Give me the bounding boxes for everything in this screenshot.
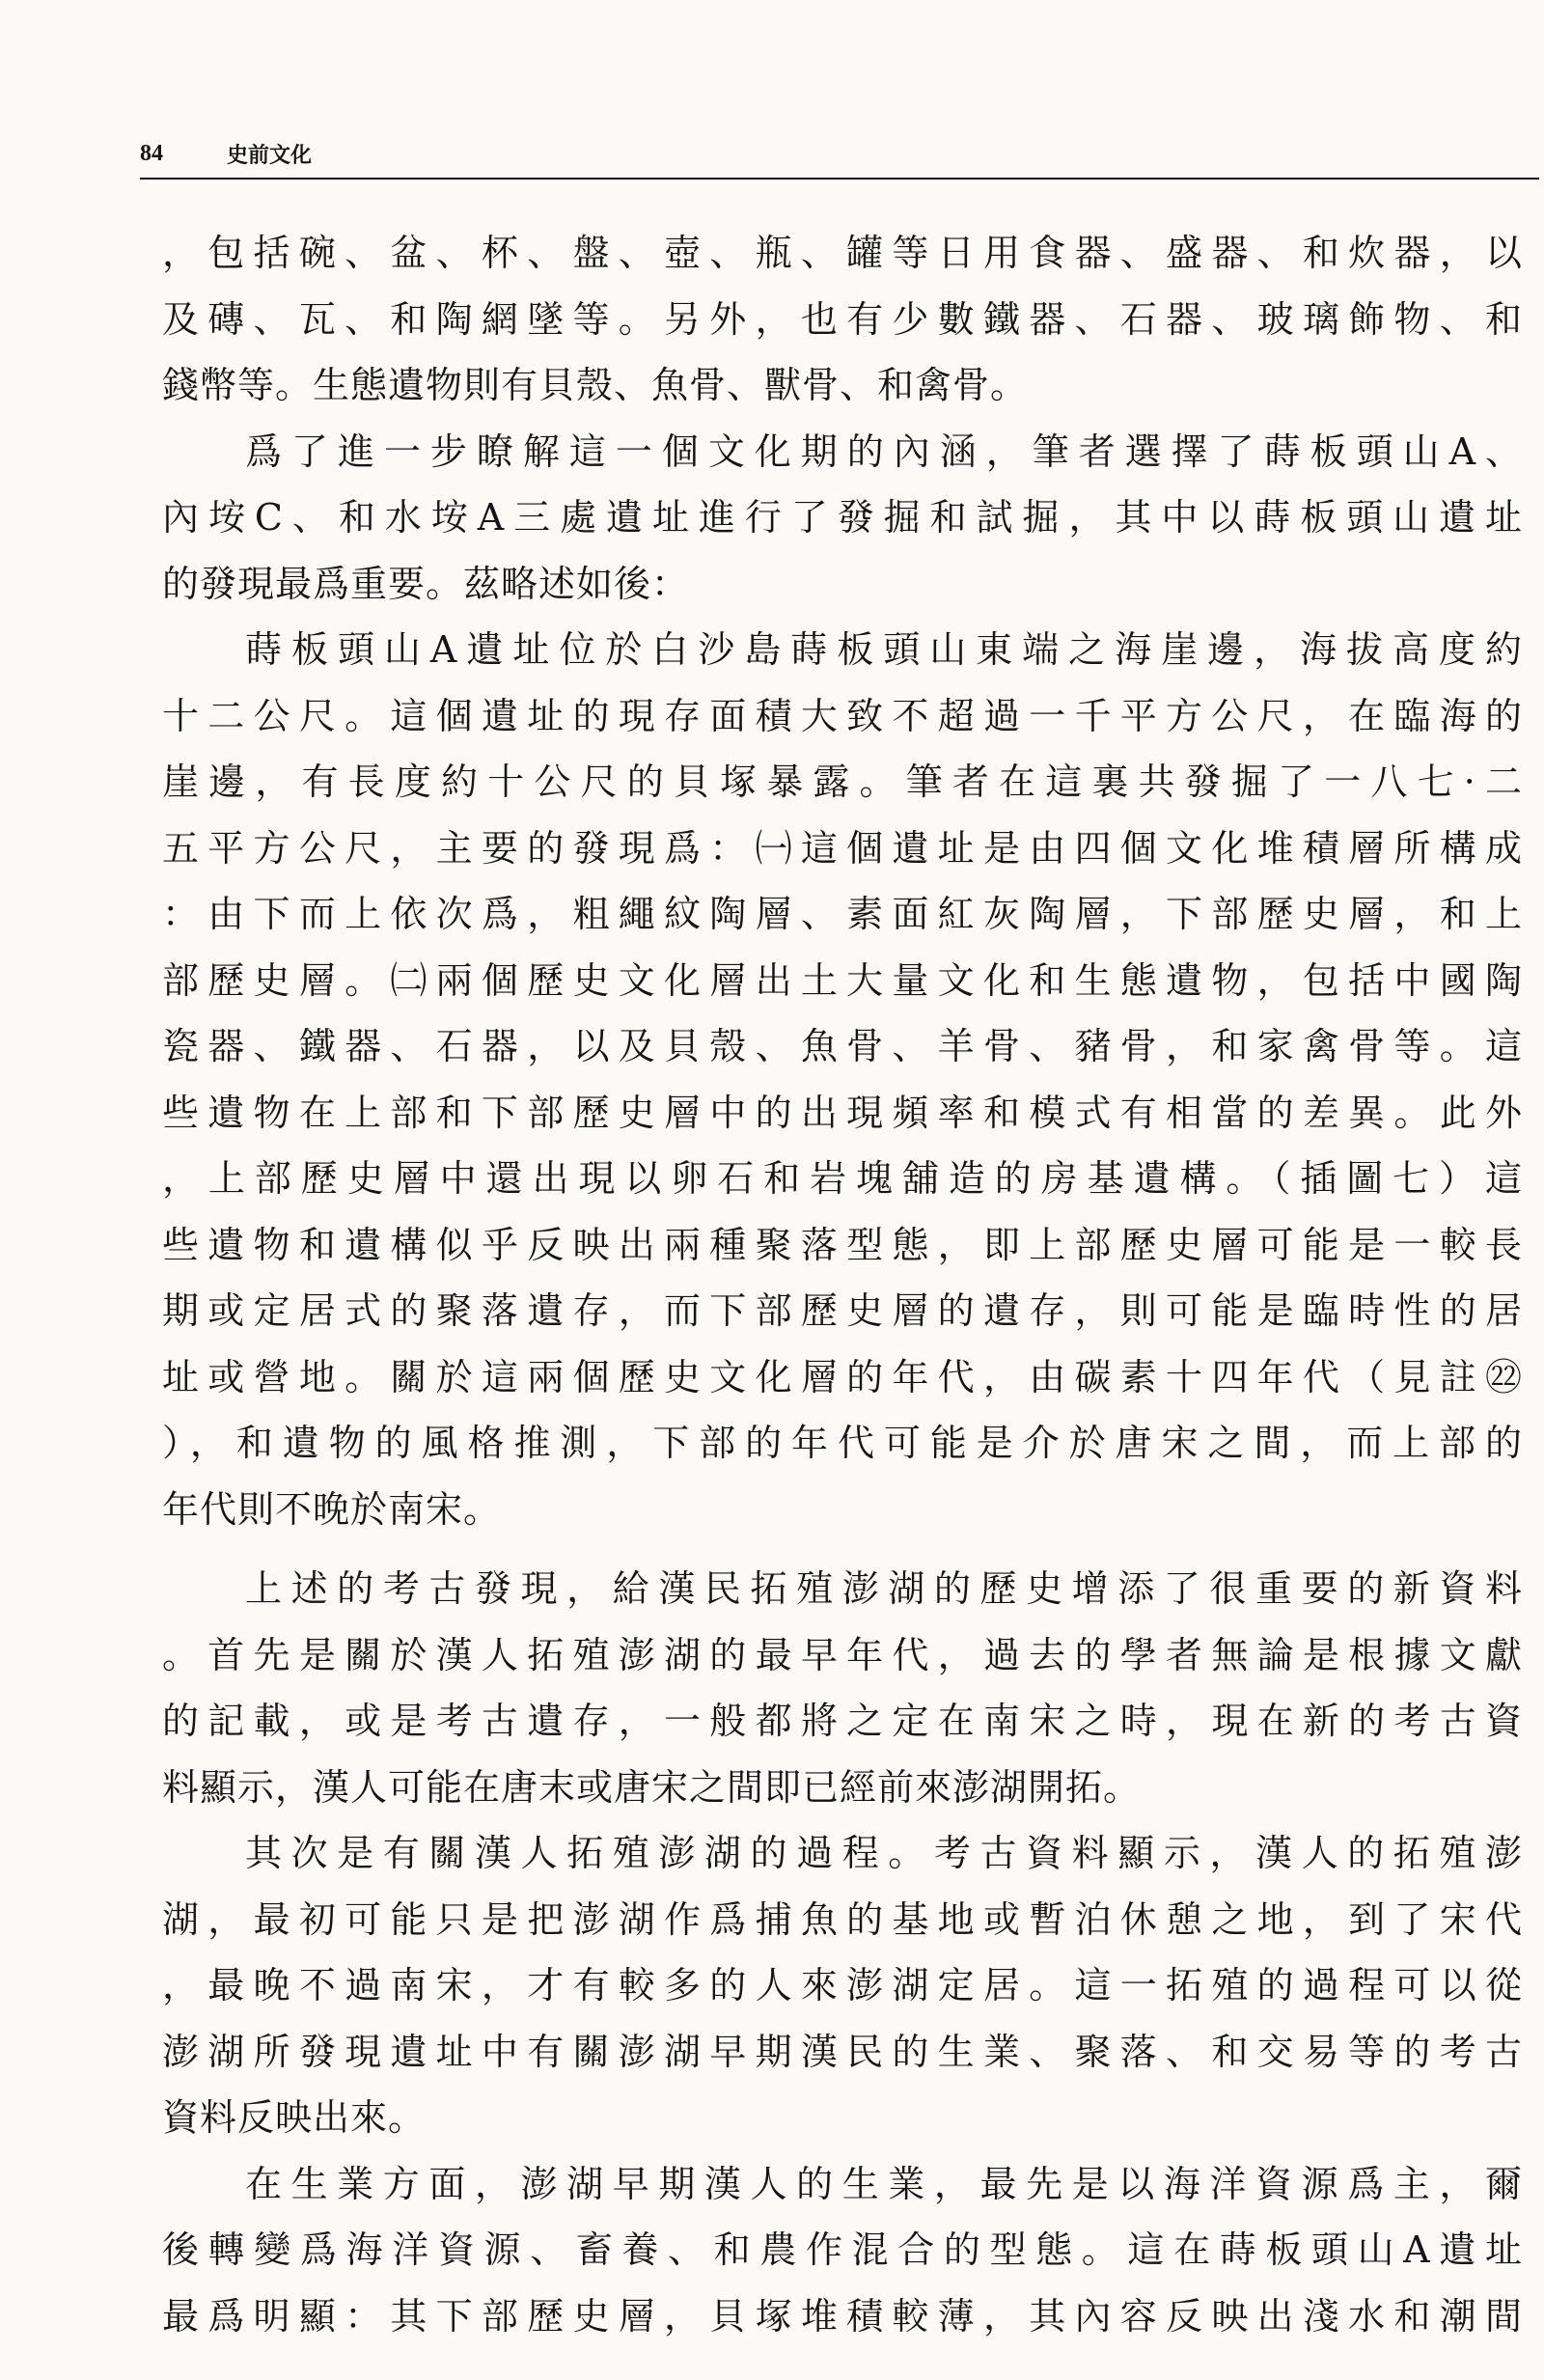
text-line: 上述的考古發現，給漢民拓殖澎湖的歷史增添了很重要的新資料 bbox=[245, 1567, 1523, 1610]
paragraph-5 bbox=[162, 1820, 1523, 2151]
text-line: 部歷史層。㈡兩個歷史文化層出土大量文化和生態遺物，包括中國陶 bbox=[162, 958, 1523, 1002]
text-line: 資料反映出來。 bbox=[162, 2096, 427, 2139]
paragraph-3 bbox=[162, 617, 1523, 1542]
header-rule bbox=[140, 178, 1539, 180]
text-line: 錢幣等。生態遺物則有貝殼、魚骨、獸骨、和禽骨。 bbox=[162, 364, 1029, 406]
text-line: 在生業方面，澎湖早期漢人的生業，最先是以海洋資源爲主，爾 bbox=[245, 2162, 1523, 2205]
text-line: 爲了進一步瞭解這一個文化期的內涵，筆者選擇了蒔板頭山A、 bbox=[245, 429, 1523, 473]
running-title: 史前文化 bbox=[227, 144, 313, 168]
paragraph-4 bbox=[162, 1556, 1523, 1820]
text-line: 蒔板頭山A遺址位於白沙島蒔板頭山東端之海崖邊，海拔高度約 bbox=[245, 628, 1523, 671]
text-line: 址或營地。關於這兩個歷史文化層的年代，由碳素十四年代（見註㉒ bbox=[162, 1355, 1523, 1398]
page-header bbox=[140, 135, 1539, 180]
text-line: ：由下而上依次爲，粗繩紋陶層、素面紅灰陶層，下部歷史層，和上 bbox=[162, 893, 1523, 935]
text-line: 。首先是關於漢人拓殖澎湖的最早年代，過去的學者無論是根據文獻 bbox=[162, 1633, 1523, 1676]
text-line: ），和遺物的風格推測，下部的年代可能是介於唐宋之間，而上部的 bbox=[162, 1422, 1523, 1464]
text-line: 湖，最初可能只是把澎湖作爲捕魚的基地或暫泊休憩之地，到了宋代 bbox=[162, 1897, 1523, 1941]
text-line: 內垵C、和水垵A三處遺址進行了發掘和試掘，其中以蒔板頭山遺址 bbox=[162, 496, 1523, 539]
paragraph-1 bbox=[162, 220, 1523, 419]
text-line: 瓷器、鐵器、石器，以及貝殼、魚骨、羊骨、豬骨，和家禽骨等。這 bbox=[162, 1025, 1523, 1067]
text-line: 澎湖所發現遺址中有關澎湖早期漢民的生業、聚落、和交易等的考古 bbox=[162, 2030, 1523, 2073]
text-line: 五平方公尺，主要的發現爲：㈠這個遺址是由四個文化堆積層所構成 bbox=[162, 826, 1523, 870]
text-line: 十二公尺。這個遺址的現存面積大致不超過一千平方公尺，在臨海的 bbox=[162, 694, 1523, 737]
text-line: 的記載，或是考古遺存，一般都將之定在南宋之時，現在新的考古資 bbox=[162, 1700, 1523, 1742]
text-line: 崖邊，有長度約十公尺的貝塚暴露。筆者在這裏共發掘了一八七·二 bbox=[162, 761, 1523, 803]
text-line: 及磚、瓦、和陶網墜等。另外，也有少數鐵器、石器、玻璃飾物、和 bbox=[162, 297, 1523, 341]
text-line: ，上部歷史層中還出現以卵石和岩塊舖造的房基遺構。（插圖七）這 bbox=[162, 1157, 1523, 1200]
text-line: 料顯示，漢人可能在唐末或唐宋之間即已經前來澎湖開拓。 bbox=[162, 1765, 1142, 1809]
text-line: 年代則不晚於南宋。 bbox=[162, 1487, 502, 1531]
text-line: 其次是有關漢人拓殖澎湖的過程。考古資料顯示，漢人的拓殖澎 bbox=[245, 1832, 1523, 1874]
text-line: 最爲明顯：其下部歷史層，貝塚堆積較薄，其內容反映出淺水和潮間 bbox=[162, 2294, 1523, 2338]
paragraph-6 bbox=[162, 2151, 1523, 2350]
text-line: 後轉變爲海洋資源、畜養、和農作混合的型態。這在蒔板頭山A遺址 bbox=[162, 2228, 1523, 2271]
text-line: ，最晚不過南宋，才有較多的人來澎湖定居。這一拓殖的過程可以從 bbox=[162, 1964, 1523, 2006]
text-line: 些遺物和遺構似乎反映出兩種聚落型態，即上部歷史層可能是一較長 bbox=[162, 1223, 1523, 1266]
text-line: 期或定居式的聚落遺存，而下部歷史層的遺存，則可能是臨時性的居 bbox=[162, 1289, 1523, 1332]
text-line: 些遺物在上部和下部歷史層中的出現頻率和模式有相當的差異。此外 bbox=[162, 1091, 1523, 1134]
text-line: 的發現最爲重要。茲略述如後： bbox=[162, 562, 690, 605]
text-line: ，包括碗、盆、杯、盤、壺、瓶、罐等日用食器、盛器、和炊器，以 bbox=[162, 232, 1523, 274]
paragraph-2 bbox=[162, 419, 1523, 618]
page-number: 84 bbox=[140, 141, 163, 166]
body-text bbox=[162, 220, 1523, 2349]
